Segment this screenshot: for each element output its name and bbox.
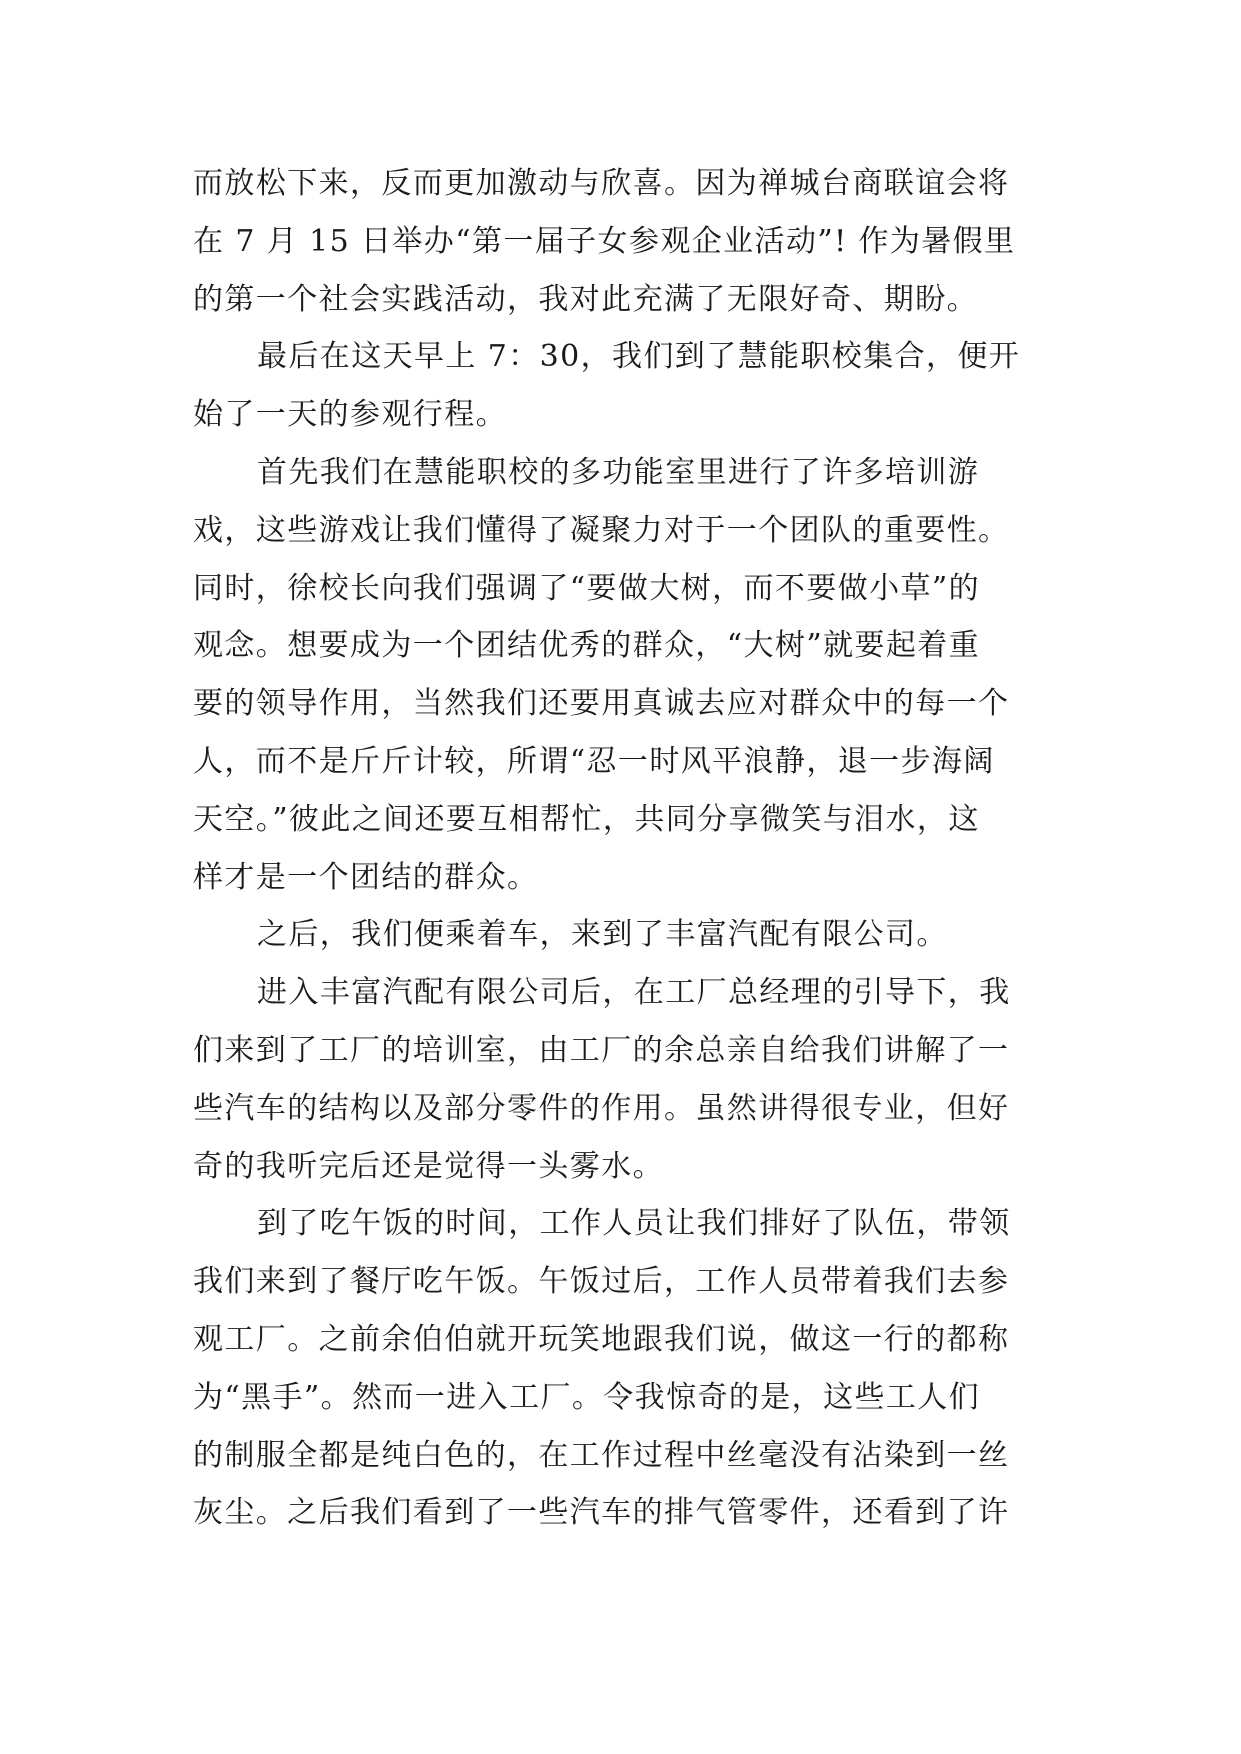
text-line: 而放松下来，反而更加激动与欣喜。因为禅城台商联谊会将 [193, 166, 1010, 201]
text-line: 观念。想要成为一个团结优秀的群众，“大树”就要起着重 [193, 628, 981, 664]
text-line: 在 7 月 15 日举办“第一届子女参观企业活动”! 作为暑假里 [193, 223, 1016, 259]
text-line: 的第一个社会实践活动，我对此充满了无限好奇、期盼。 [193, 281, 978, 317]
paragraph-first-line: 之后，我们便乘着车，来到了丰富汽配有限公司。 [257, 917, 948, 953]
paragraph-first-line: 首先我们在慧能职校的多功能室里进行了许多培训游 [257, 454, 980, 490]
text-line: 灰尘。之后我们看到了一些汽车的排气管零件，还看到了许 [193, 1495, 1010, 1531]
text-line: 奇的我听完后还是觉得一头雾水。 [193, 1148, 664, 1184]
text-line: 人，而不是斤斤计较，所谓“忍一时风平浪静，退一步海阔 [193, 743, 995, 779]
text-line: 样才是一个团结的群众。 [193, 859, 539, 895]
text-line: 戏，这些游戏让我们懂得了凝聚力对于一个团队的重要性。 [193, 512, 1010, 548]
text-line: 观工厂。之前余伯伯就开玩笑地跟我们说，做这一行的都称 [193, 1321, 1010, 1357]
document-body [193, 155, 1053, 1542]
text-line: 们来到了工厂的培训室，由工厂的余总亲自给我们讲解了一 [193, 1032, 1010, 1068]
text-line: 为“黑手”。然而一进入工厂。令我惊奇的是，这些工人们 [193, 1379, 981, 1415]
text-line: 些汽车的结构以及部分零件的作用。虽然讲得很专业，但好 [193, 1090, 1010, 1126]
paragraph-first-line: 进入丰富汽配有限公司后，在工厂总经理的引导下，我 [257, 975, 1011, 1011]
text-line: 的制服全都是纯白色的，在工作过程中丝毫没有沾染到一丝 [193, 1437, 1010, 1473]
text-line: 要的领导作用，当然我们还要用真诚去应对群众中的每一个 [193, 686, 1010, 722]
text-line: 始了一天的参观行程。 [193, 397, 507, 433]
text-line: 同时，徐校长向我们强调了“要做大树，而不要做小草”的 [193, 570, 981, 606]
text-line: 天空。”彼此之间还要互相帮忙，共同分享微笑与泪水，这 [193, 801, 980, 837]
paragraph-first-line: 最后在这天早上 7：30，我们到了慧能职校集合，便开 [257, 339, 1021, 375]
paragraph-first-line: 到了吃午饭的时间，工作人员让我们排好了队伍，带领 [257, 1206, 1011, 1242]
text-line: 我们来到了餐厅吃午饭。午饭过后，工作人员带着我们去参 [193, 1264, 1010, 1300]
